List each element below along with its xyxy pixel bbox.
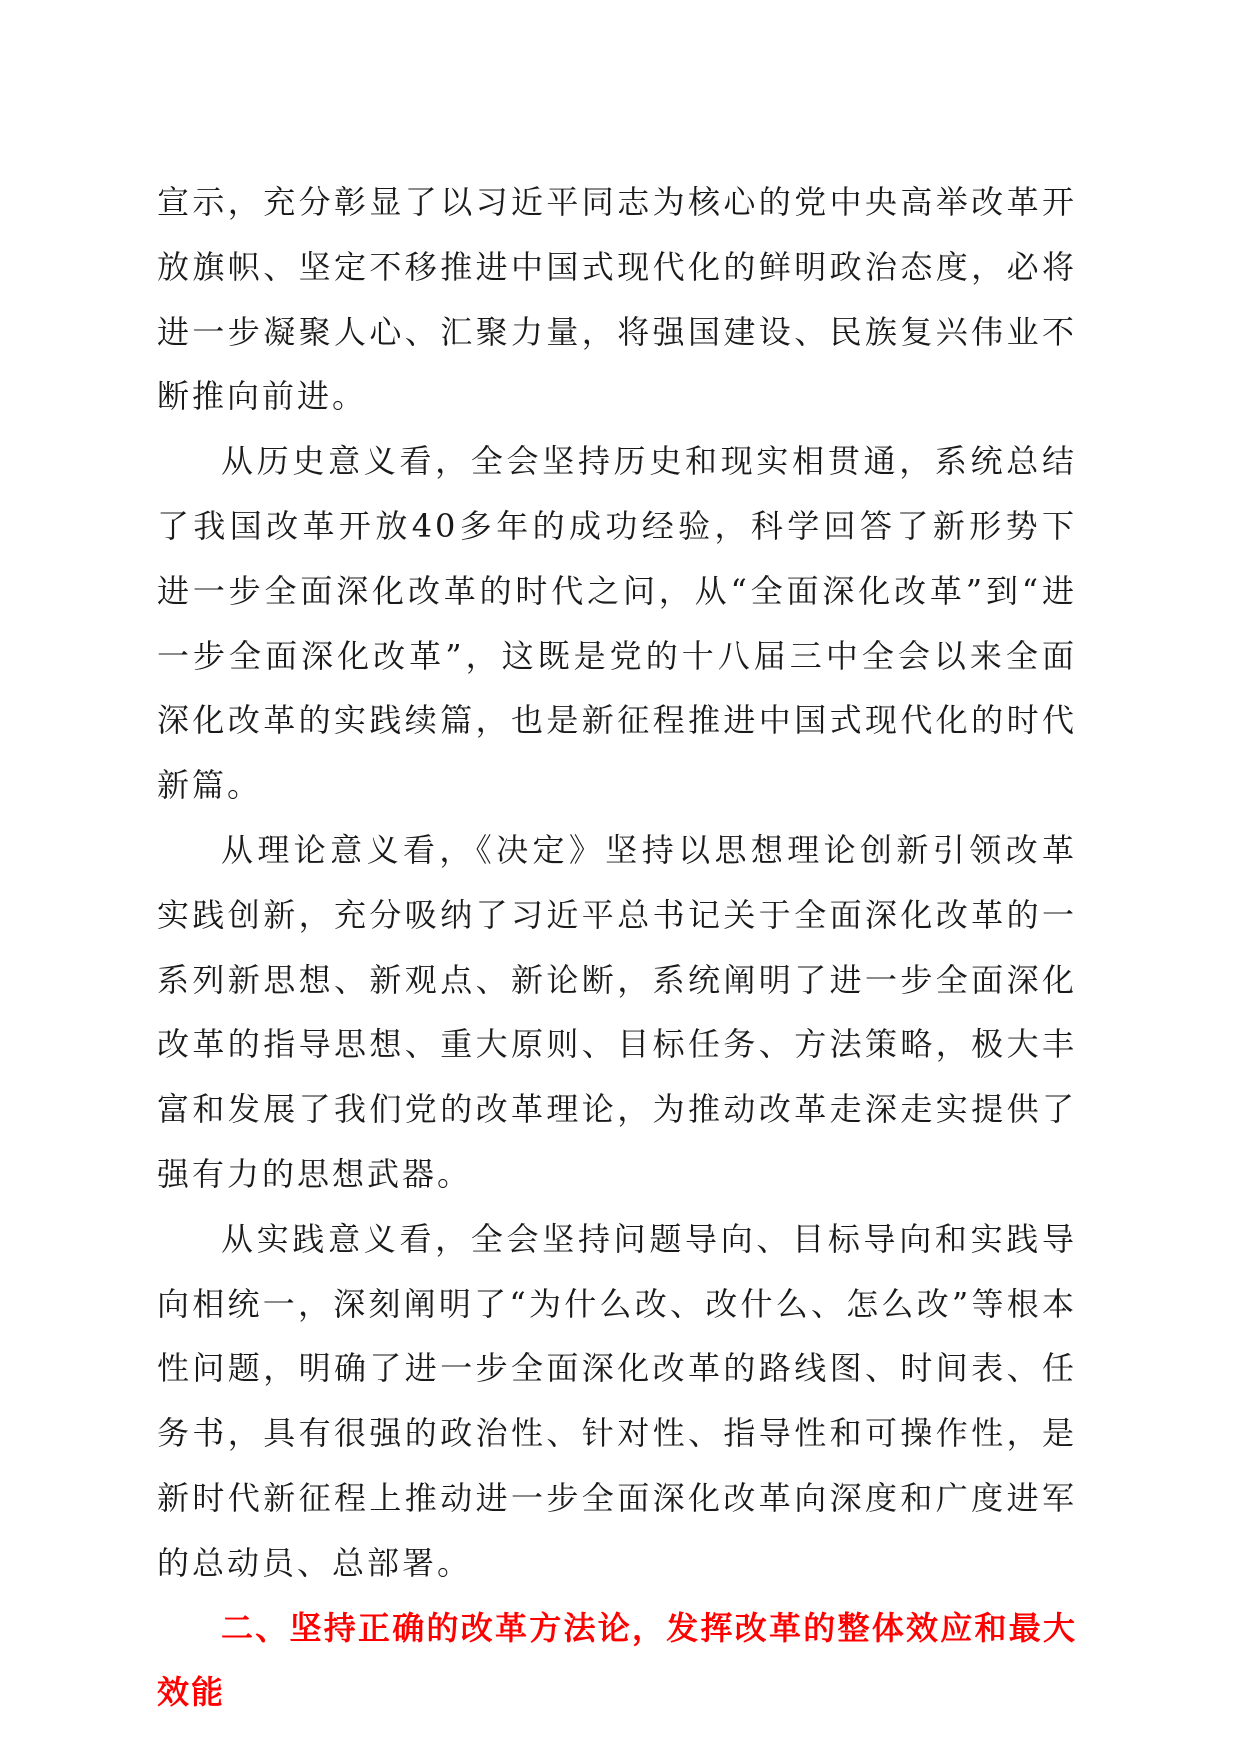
paragraph-theoretical-significance: 从理论意义看，《决定》坚持以思想理论创新引领改革实践创新，充分吸纳了习近平总书记关于全面深化改革的一系列新思想、新观点、新论断，系统阐明了进一步全面深化改革的指导思想、重大原则、目标任务、方法策略，极大丰富和发展了我们党的改革理论，为推动改革走深走实提供了强有力的思想武器。 [157,830,1077,1193]
paragraph-continuation: 宣示，充分彰显了以习近平同志为核心的党中央高举改革开放旗帜、坚定不移推进中国式现代化的鲜明政治态度，必将进一步凝聚人心、汇聚力量，将强国建设、民族复兴伟业不断推向前进。 [157,183,1077,416]
paragraph-historical-significance: 从历史意义看，全会坚持历史和现实相贯通，系统总结了我国改革开放40多年的成功经验，科学回答了新形势下进一步全面深化改革的时代之问，从“全面深化改革”到“进一步全面深化改革”，这既是党的十八届三中全会以来全面深化改革的实践续篇，也是新征程推进中国式现代化的时代新篇。 [157,442,1077,805]
document-body [157,170,1077,1725]
section-heading: 二、坚持正确的改革方法论，发挥改革的整体效应和最大效能 [157,1608,1077,1712]
paragraph-practical-significance: 从实践意义看，全会坚持问题导向、目标导向和实践导向相统一，深刻阐明了“为什么改、改什么、怎么改”等根本性问题，明确了进一步全面深化改革的路线图、时间表、任务书，具有很强的政治性、针对性、指导性和可操作性，是新时代新征程上推动进一步全面深化改革向深度和广度进军的总动员、总部署。 [157,1219,1077,1582]
